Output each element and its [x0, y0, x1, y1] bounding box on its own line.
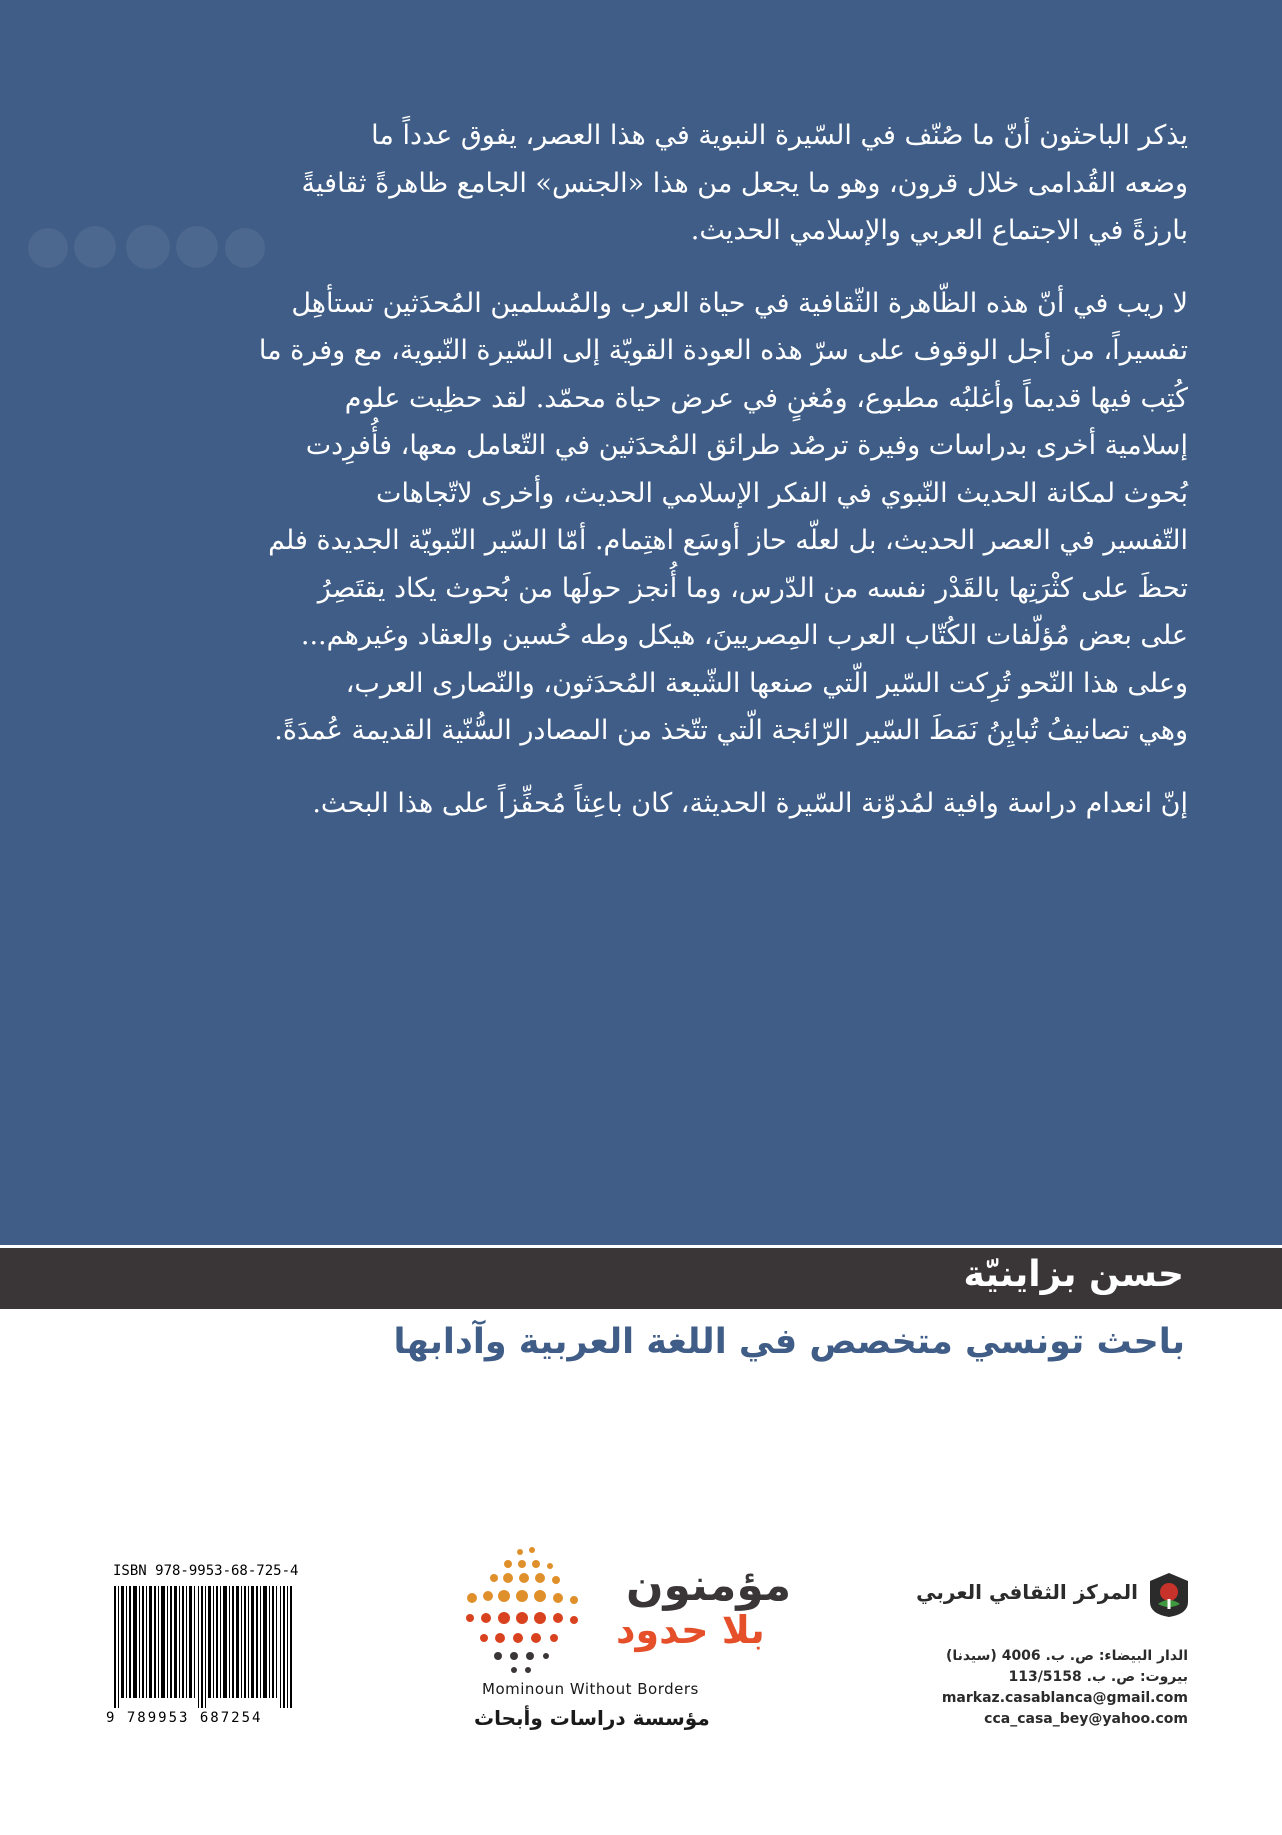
publisher-email: markaz.casablanca@gmail.com — [941, 1690, 1188, 1706]
mominoun-logo — [458, 1546, 792, 1746]
blurb-paragraph — [248, 112, 1188, 255]
blurb-line: وهي تصانيفُ تُبايِنُ نَمَطَ السّير الرّائجة الّتي تتّخذ من المصادر السُّنّية القديمة عُمدَةً. — [274, 715, 1188, 746]
isbn-label: ISBN 978-9953-68-725-4 — [113, 1563, 299, 1579]
publisher-address-casablanca: الدار البيضاء: ص. ب. 4006 (سيدنا) — [945, 1648, 1188, 1664]
blurb-line: التّفسير في العصر الحديث، بل لعلّه حاز أوسَع اهتِمام. أمّا السّير النّبويّة الجديدة فلم — [268, 525, 1188, 556]
blurb-line: كُتِب فيها قديماً وأغلبُه مطبوع، ومُغنٍ في عرض حياة محمّد. لقد حظِيت علوم — [344, 382, 1188, 414]
mominoun-english-name: Mominoun Without Borders — [482, 1680, 699, 1698]
blurb-paragraph — [248, 280, 1188, 755]
author-name: حسن بزاينيّة — [963, 1254, 1184, 1295]
mominoun-arabic-name: مؤمنون — [626, 1560, 792, 1611]
publisher-address-beirut: بيروت: ص. ب. 113/5158 — [1008, 1669, 1188, 1685]
blurb-line: بُحوث لمكانة الحديث النّبوي في الفكر الإسلامي الحديث، وأخرى لاتّجاهات — [376, 477, 1188, 509]
publisher-email: cca_casa_bey@yahoo.com — [984, 1711, 1188, 1727]
blurb-line: لا ريب في أنّ هذه الظّاهرة الثّقافية في حياة العرب والمُسلمين المُحدَثين تستأهِل — [291, 287, 1188, 319]
decorative-dot — [126, 225, 170, 269]
blurb-line: وعلى هذا النّحو تُرِكت السّير الّتي صنعها الشّيعة المُحدَثون، والنّصارى العرب، — [345, 667, 1188, 699]
author-bar — [0, 1248, 1282, 1309]
decorative-dot — [28, 228, 68, 268]
decorative-dot — [74, 226, 116, 268]
blurb-line: تحظَ على كثْرَتِها بالقَدْر نفسه من الدّرس، وما أُنجز حولَها من بُحوث يكاد يقتَصِرُ — [317, 572, 1188, 604]
blurb-line: يذكر الباحثون أنّ ما صُنّف في السّيرة النبوية في هذا العصر، يفوق عدداً ما — [371, 120, 1188, 151]
publisher-contact — [942, 1646, 1188, 1730]
blurb-paragraph — [248, 780, 1188, 828]
blurb-line: على بعض مُؤلّفات الكُتّاب العرب المِصريينَ، هيكل وطه حُسين والعقاد وغيرهم... — [300, 620, 1188, 651]
blurb-text — [248, 112, 1188, 852]
blurb-line: تفسيراً، من أجل الوقوف على سرّ هذه العودة القويّة إلى السّيرة النّبوية، مع وفرة ما — [258, 335, 1188, 366]
blurb-line: بارزةً في الاجتماع العربي والإسلامي الحديث. — [690, 215, 1188, 246]
mominoun-dots-icon — [458, 1546, 618, 1676]
decorative-dot — [176, 226, 218, 268]
mominoun-arabic-subname: بلا حدود — [616, 1608, 765, 1652]
publisher-name: المركز الثقافي العربي — [916, 1580, 1138, 1604]
isbn-digits: 9 789953 687254 — [106, 1710, 263, 1726]
blurb-line: إسلامية أخرى بدراسات وفيرة ترصُد طرائق المُحدَثين في التّعامل معها، فأُفرِدت — [305, 430, 1188, 461]
barcode-image — [114, 1586, 292, 1708]
mominoun-subtitle: مؤسسة دراسات وأبحاث — [474, 1706, 710, 1730]
blurb-line: إنّ انعدام دراسة وافية لمُدوّنة السّيرة الحديثة، كان باعِثاً مُحفِّزاً على هذا البحث. — [312, 787, 1188, 819]
blurb-line: وضعه القُدامى خلال قرون، وهو ما يجعل من هذا «الجنس» الجامع ظاهرةً ثقافيةً — [301, 167, 1188, 199]
publisher-block — [900, 1572, 1200, 1772]
publisher-logo-icon — [1148, 1572, 1190, 1618]
author-description: باحث تونسي متخصص في اللغة العربية وآدابها — [393, 1322, 1185, 1362]
